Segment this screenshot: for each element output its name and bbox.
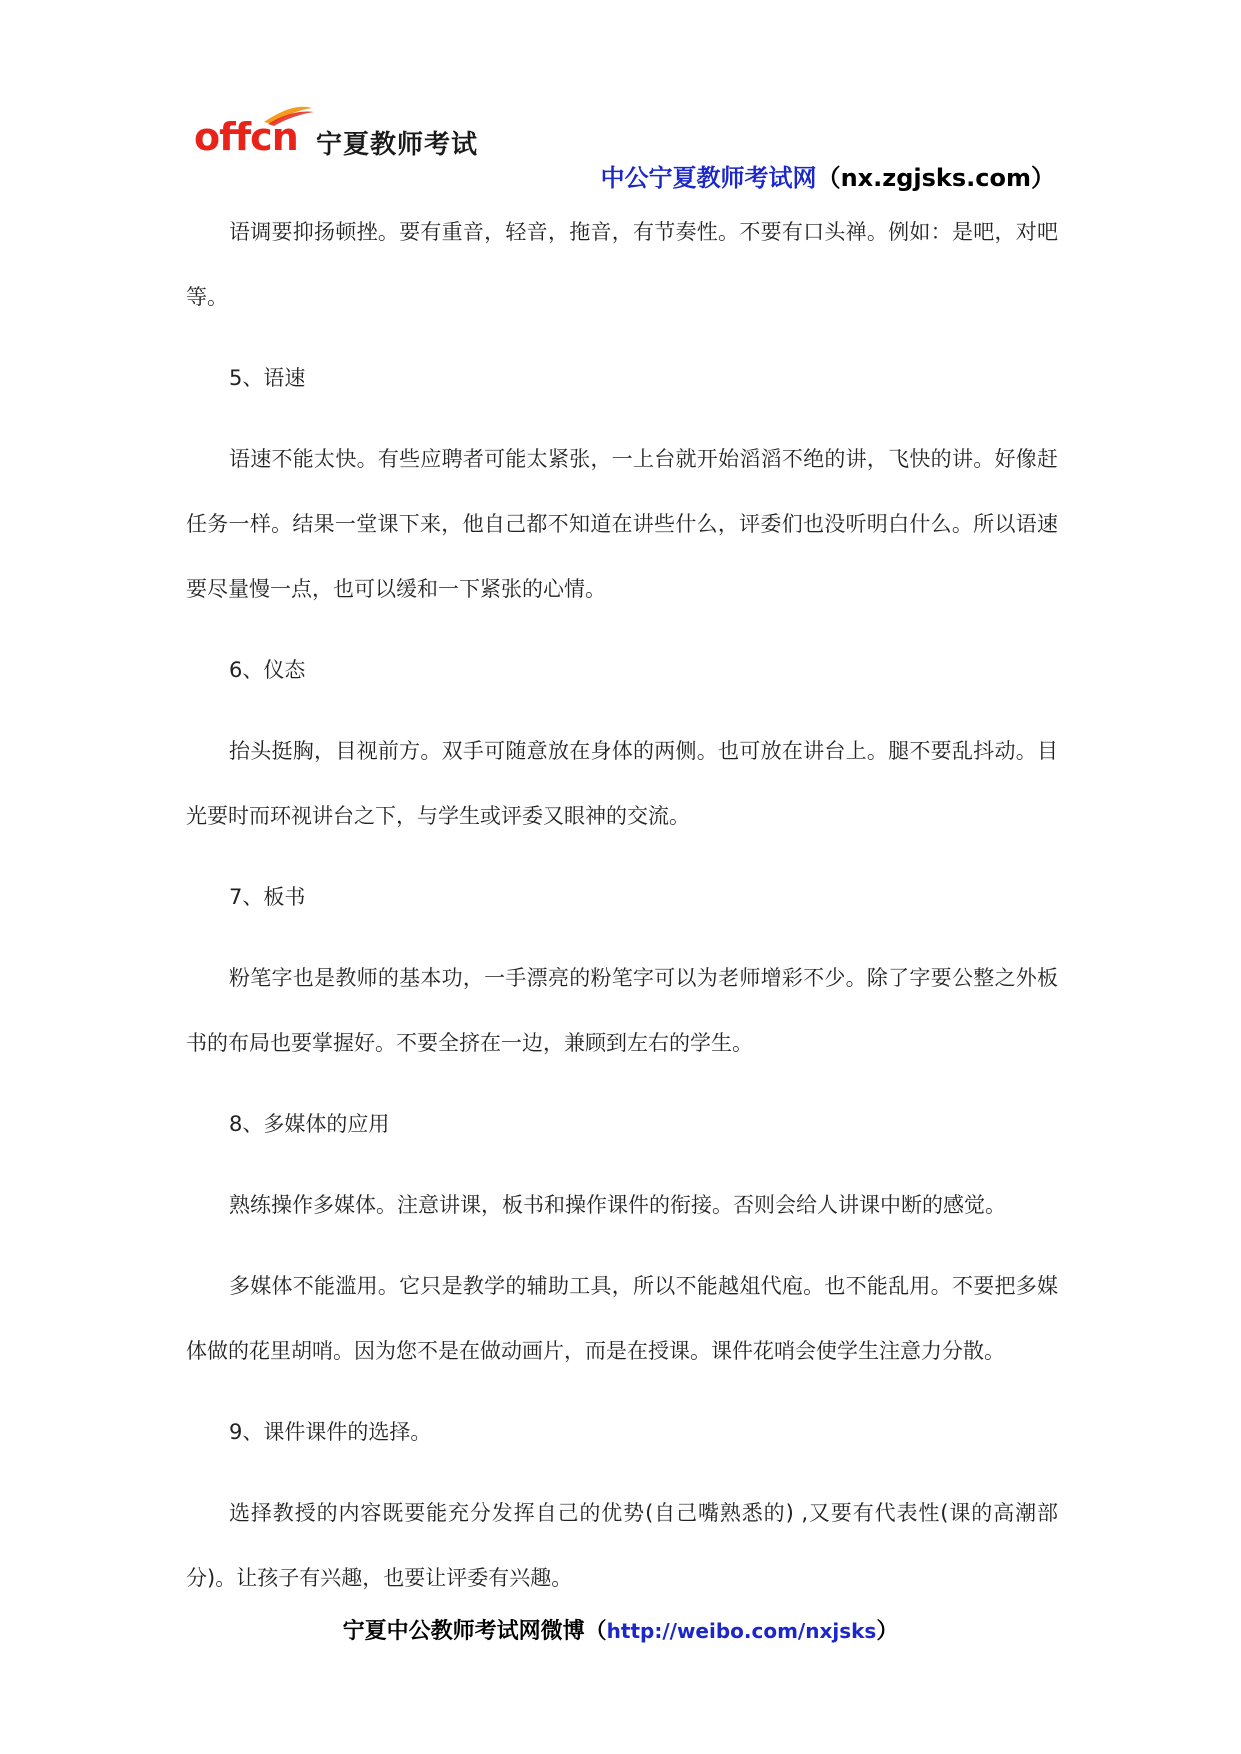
article-body	[186, 200, 1058, 1627]
section-heading: 9、课件课件的选择。	[229, 1420, 432, 1444]
logo-text: 宁夏教师考试	[316, 130, 479, 160]
footer-url: http://weibo.com/nxjsks	[606, 1619, 877, 1643]
section-heading: 7、板书	[229, 885, 306, 909]
site-name: 中公宁夏教师考试网	[600, 164, 817, 192]
paragraph: 选择教授的内容既要能充分发挥自己的优势(自己嘴熟悉的) ,又要有代表性(课的高潮部分)。让孩子有兴趣，也要让评委有兴趣。	[186, 1501, 1058, 1590]
paragraph: 语调要抑扬顿挫。要有重音，轻音，拖音，有节奏性。不要有口头禅。例如：是吧，对吧等。	[186, 220, 1058, 309]
paren-close: ）	[876, 1619, 899, 1644]
paragraph: 语速不能太快。有些应聘者可能太紧张，一上台就开始滔滔不绝的讲，飞快的讲。好像赶任务一样。结果一堂课下来，他自己都不知道在讲些什么，评委们也没听明白什么。所以语速要尽量慢一点，也可以缓和一下紧张的心情。	[186, 447, 1058, 601]
section-heading: 5、语速	[229, 366, 306, 390]
logo-wordmark: offcn	[194, 115, 298, 159]
brand-logo	[194, 106, 534, 166]
paragraph: 粉笔字也是教师的基本功，一手漂亮的粉笔字可以为老师增彩不少。除了字要公整之外板书的布局也要掌握好。不要全挤在一边，兼顾到左右的学生。	[186, 966, 1058, 1055]
section-heading: 6、仪态	[229, 658, 306, 682]
paragraph: 多媒体不能滥用。它只是教学的辅助工具，所以不能越俎代庖。也不能乱用。不要把多媒体做的花里胡哨。因为您不是在做动画片，而是在授课。课件花哨会使学生注意力分散。	[186, 1274, 1058, 1363]
section-heading: 8、多媒体的应用	[229, 1112, 390, 1136]
offcn-logo-icon	[194, 106, 334, 164]
paren-close: ）	[1031, 164, 1055, 192]
paren-open: （	[584, 1619, 607, 1644]
site-domain: nx.zgjsks.com	[840, 164, 1031, 192]
footer-weibo-link[interactable]	[0, 1614, 1241, 1645]
footer-label: 宁夏中公教师考试网微博	[342, 1619, 585, 1644]
paragraph: 熟练操作多媒体。注意讲课，板书和操作课件的衔接。否则会给人讲课中断的感觉。	[229, 1193, 1006, 1217]
paragraph: 抬头挺胸，目视前方。双手可随意放在身体的两侧。也可放在讲台上。腿不要乱抖动。目光要时而环视讲台之下，与学生或评委又眼神的交流。	[186, 739, 1058, 828]
site-link[interactable]	[601, 158, 1055, 193]
paren-open: （	[816, 164, 841, 192]
